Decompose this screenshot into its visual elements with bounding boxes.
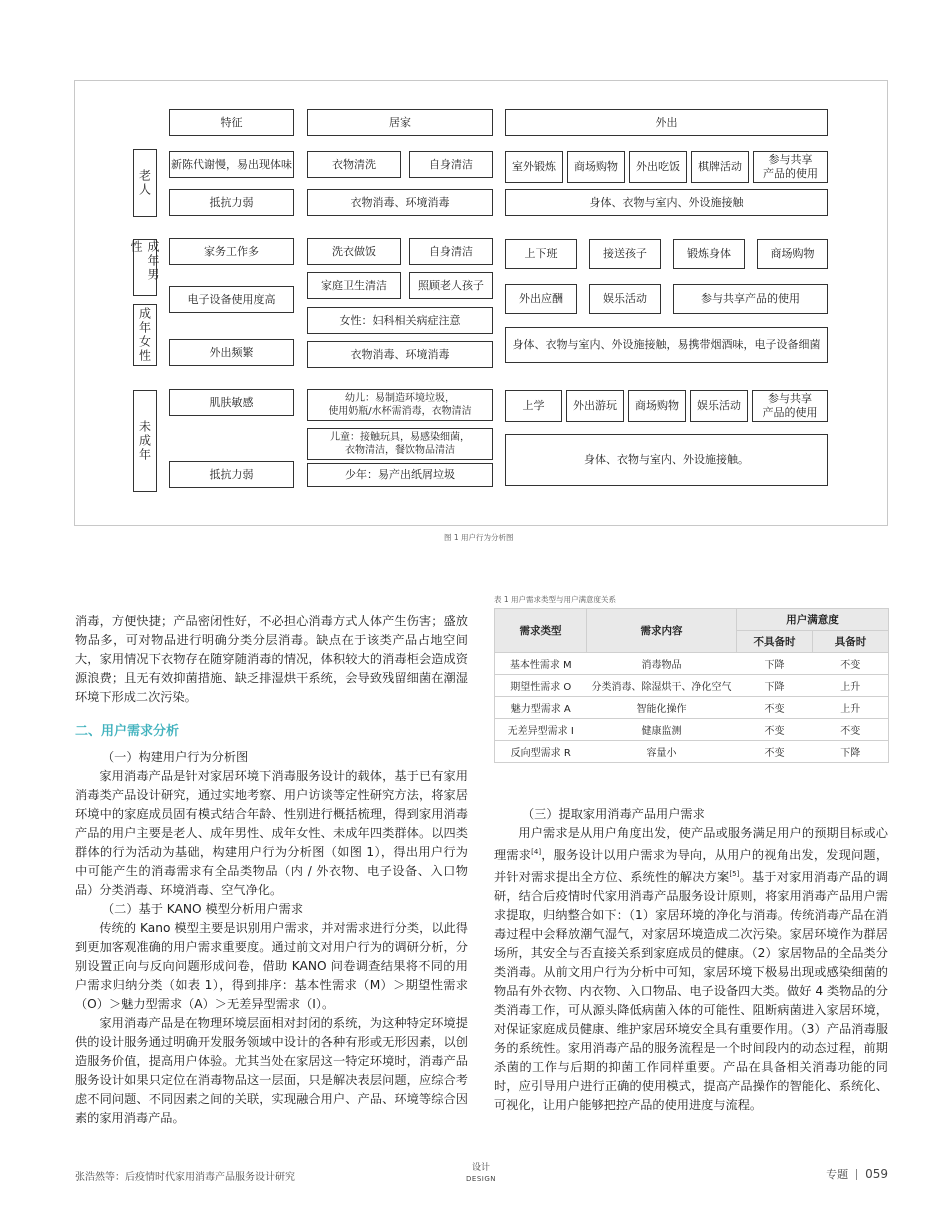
cell-type: 基本性需求 M	[495, 653, 587, 675]
kano-table	[494, 608, 889, 763]
adult-out-1: 上下班	[505, 239, 577, 269]
adult-home-5: 女性：妇科相关病症注意	[307, 307, 493, 334]
cell-content: 容量小	[587, 741, 737, 763]
group-minor: 未成年	[133, 390, 157, 492]
cell-not-have: 下降	[737, 653, 813, 675]
footer-article-title: 张浩然等：后疫情时代家用消毒产品服务设计研究	[75, 1172, 295, 1183]
cell-have: 不变	[813, 653, 889, 675]
adult-home-4: 照顾老人孩子	[409, 272, 493, 299]
cell-content: 分类消毒、除湿烘干、净化空气	[587, 675, 737, 697]
ref-5[interactable]: [5]	[729, 870, 740, 879]
cell-not-have: 下降	[737, 675, 813, 697]
minor-home-3: 少年：易产出纸屑垃圾	[307, 463, 493, 487]
cell-content: 智能化操作	[587, 697, 737, 719]
subsection-3: （三）提取家用消毒产品用户需求	[522, 807, 705, 821]
header-feature: 特征	[169, 109, 294, 136]
adult-feature-1: 家务工作多	[169, 238, 294, 265]
table-row	[495, 675, 889, 697]
cell-not-have: 不变	[737, 697, 813, 719]
th-not-have: 不具备时	[737, 631, 813, 653]
adult-out-6: 娱乐活动	[589, 284, 661, 314]
adult-out-4: 商场购物	[757, 239, 828, 269]
page-number: 059	[865, 1167, 888, 1181]
cell-not-have: 不变	[737, 741, 813, 763]
minor-out-4: 娱乐活动	[690, 390, 748, 422]
elderly-out-5: 参与共享 产品的使用	[753, 151, 828, 183]
header-outside: 外出	[505, 109, 828, 136]
cell-not-have: 不变	[737, 719, 813, 741]
cell-type: 魅力型需求 A	[495, 697, 587, 719]
th-type: 需求类型	[495, 609, 587, 653]
minor-out-wide: 身体、衣物与室内、外设施接触。	[505, 434, 828, 486]
subsection-1: （一）构建用户行为分析图	[102, 750, 249, 764]
adult-out-2: 接送孩子	[589, 239, 661, 269]
footer-right	[826, 1166, 888, 1182]
user-behavior-diagram	[74, 80, 888, 526]
p4-part-b: ，服务设计以用户需求为导向，从用户的视角出发，发现问题，并针对需求提出全方位、系统性的解决方案	[494, 848, 889, 885]
adult-out-wide: 身体、衣物与室内、外设施接触，易携带烟酒味，电子设备细菌	[505, 327, 828, 363]
minor-home-1: 幼儿：易制造环境垃圾， 使用奶瓶/水杯需消毒，衣物清洁	[307, 389, 493, 421]
elderly-feature-1: 新陈代谢慢，易出现体味	[169, 151, 294, 178]
minor-out-1: 上学	[505, 390, 562, 422]
cell-have: 不变	[813, 719, 889, 741]
elderly-home-3: 衣物消毒、环境消毒	[307, 189, 493, 216]
minor-feature-1: 肌肤敏感	[169, 389, 294, 416]
footer-journal	[456, 1163, 506, 1184]
th-have: 具备时	[813, 631, 889, 653]
minor-feature-2: 抵抗力弱	[169, 461, 294, 488]
elderly-out-3: 外出吃饭	[629, 151, 687, 183]
subsection-2: （二）基于 KANO 模型分析用户需求	[102, 902, 304, 916]
footer-divider	[856, 1169, 857, 1180]
th-content: 需求内容	[587, 609, 737, 653]
minor-out-5: 参与共享 产品的使用	[752, 390, 828, 422]
cell-have: 上升	[813, 675, 889, 697]
cell-type: 期望性需求 O	[495, 675, 587, 697]
table-caption: 表 1 用户需求类型与用户满意度关系	[494, 595, 617, 604]
elderly-out-wide: 身体、衣物与室内、外设施接触	[505, 189, 828, 216]
ref-4[interactable]: [4]	[531, 848, 542, 856]
paragraph-1: 家用消毒产品是针对家居环境下消毒服务设计的载体，基于已有家用消毒类产品设计研究，通过实地考察、用户访谈等定性研究方法，将家居环境中的家庭成员固有模式结合年龄、性别进行概括梳理，得到家用消毒产品的用户主要是老人、成年男性、成年女性、未成年四类群体。以四类群体的行为活动为基础，构建用户行为分析图（如图 1），得出用户行为中可能产生的消毒需求有全品类物品（内 / 外衣物、电子设备、入口物品）分类消毒、环境消毒、空气净化。	[75, 769, 468, 897]
elderly-out-1: 室外锻炼	[505, 151, 563, 183]
elderly-home-1: 衣物清洗	[307, 151, 401, 178]
p4-part-a: 用户需求是从用户角度出发，使产品或服务满足用户的预期目标或心理需求	[494, 826, 888, 863]
cell-content: 消毒物品	[587, 653, 737, 675]
minor-home-2: 儿童：接触玩具，易感染细菌， 衣物清洁，餐饮物品清洁	[307, 428, 493, 460]
cell-type: 反向型需求 R	[495, 741, 587, 763]
minor-out-3: 商场购物	[628, 390, 686, 422]
adult-home-1: 洗衣做饭	[307, 238, 401, 265]
th-satisfaction: 用户满意度	[737, 609, 889, 631]
intro-paragraph: 消毒，方便快捷；产品密闭性好，不必担心消毒方式人体产生伤害；盛放物品多，可对物品进行明确分类分层消毒。缺点在于该类产品占地空间大，家用情况下衣物存在随穿随消毒的情况，体积较大的消毒柜会造成资源浪费；且无有效抑菌措施、缺乏排湿烘干系统，会导致残留细菌在潮湿环境下形成二次污染。	[75, 614, 468, 704]
minor-out-2: 外出游玩	[566, 390, 624, 422]
adult-out-7: 参与共享产品的使用	[673, 284, 828, 314]
paragraph-4	[494, 824, 888, 1115]
cell-have: 下降	[813, 741, 889, 763]
cell-type: 无差异型需求 I	[495, 719, 587, 741]
section-title: 二、用户需求分析	[75, 724, 180, 739]
footer-journal-cn: 设计	[471, 1163, 490, 1173]
adult-home-3: 家庭卫生清洁	[307, 272, 401, 299]
p4-part-c: 。基于对家用消毒产品的调研，结合后疫情时代家用消毒产品服务设计原则，将家用消毒产品用户需求提取，归纳整合如下：（1）家居环境的净化与消毒。传统消毒产品在消毒过程中会释放潮气湿气，对家居环境造成二次污染。家居环境作为群居场所，其安全与否直接关系到家庭成员的健康。（2）家居物品的全品类分类消毒。从前文用户行为分析中可知，家居环境下极易出现或感染细菌的物品有外衣物、内衣物、入口物品、电子设备四大类。做好 4 类物品的分类消毒工作，可从源头降低病菌入体的可能性、阻断病菌进入家居环境，对保证家庭成员健康、维护家居环境安全具有重要作用。（3）产品消毒服务的系统性。家用消毒产品的服务流程是一个时间段内的动态过程，前期杀菌的工作与后期的抑菌工作同样重要。产品在具备相关消毒功能的同时，应引导用户进行正确的使用模式，提高产品操作的智能化、系统化、可视化，让用户能够把控产品的使用进度与流程。	[494, 870, 889, 1113]
group-adult-male: 成年男性	[133, 239, 157, 296]
adult-feature-2: 电子设备使用度高	[169, 286, 294, 313]
footer-journal-en: DESIGN	[466, 1175, 496, 1183]
table-row	[495, 741, 889, 763]
cell-have: 上升	[813, 697, 889, 719]
group-adult-female: 成年女性	[133, 304, 157, 366]
paragraph-2: 传统的 Kano 模型主要是识别用户需求，并对需求进行分类，以此得到更加客观准确的用户需求重要度。通过前文对用户行为的调研分析，分别设置正向与反向问题形成问卷，借助 KANO 问卷调查结果将不同的用户需求归纳分类（如表 1），得到排序：基本性需求（M）＞期望性需求（O）＞魅力型需求（A）＞无差异型需求（I）。	[75, 921, 468, 1011]
elderly-feature-2: 抵抗力弱	[169, 189, 294, 216]
table-row	[495, 719, 889, 741]
footer-section: 专题	[826, 1168, 849, 1181]
adult-feature-3: 外出频繁	[169, 339, 294, 366]
cell-content: 健康监测	[587, 719, 737, 741]
figure-caption: 图 1 用户行为分析图	[444, 533, 514, 542]
table-row	[495, 697, 889, 719]
table-row	[495, 653, 889, 675]
group-elderly: 老人	[133, 149, 157, 217]
adult-home-2: 自身清洁	[409, 238, 493, 265]
elderly-home-2: 自身清洁	[409, 151, 493, 178]
header-home: 居家	[307, 109, 493, 136]
paragraph-3: 家用消毒产品是在物理环境层面相对封闭的系统，为这种特定环境提供的设计服务通过明确开发服务领域中设计的各种有形或无形因素，以创造服务价值，提高用户体验。尤其当处在家居这一特定环境时，消毒产品服务设计如果只定位在消毒物品这一层面，只是解决表层问题，应综合考虑不同问题、不同因素之间的关联，实现融合用户、产品、环境等综合因素的家用消毒产品。	[75, 1016, 468, 1125]
elderly-out-4: 棋牌活动	[691, 151, 749, 183]
adult-home-6: 衣物消毒、环境消毒	[307, 341, 493, 368]
adult-out-5: 外出应酬	[505, 284, 577, 314]
adult-out-3: 锻炼身体	[673, 239, 745, 269]
elderly-out-2: 商场购物	[567, 151, 625, 183]
